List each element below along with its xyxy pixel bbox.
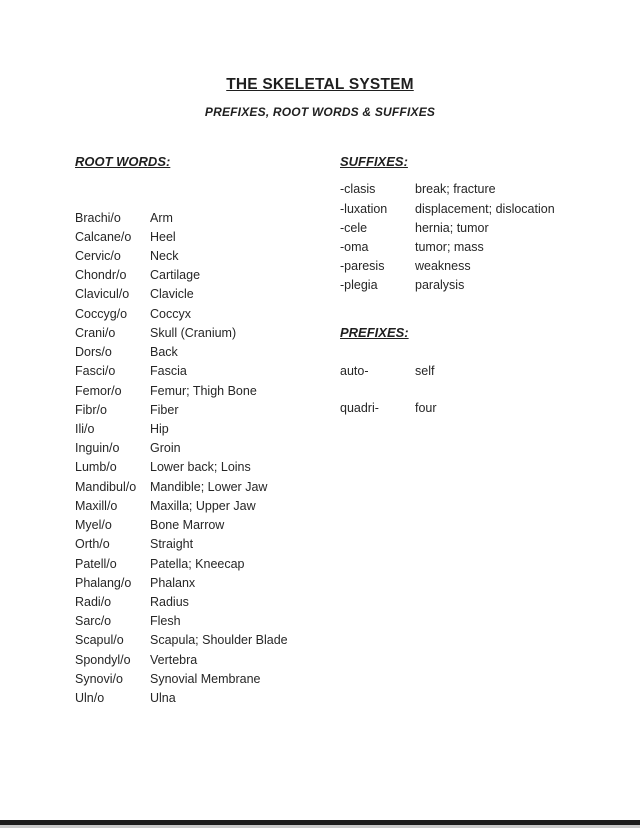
meaning-cell: Flesh: [150, 614, 181, 629]
page-title: THE SKELETAL SYSTEM: [226, 76, 414, 93]
prefixes-heading: PREFIXES:: [340, 325, 409, 340]
root-word-row: [75, 420, 288, 439]
root-word-row: [75, 574, 288, 593]
meaning-cell: Fascia: [150, 364, 187, 379]
root-word-row: [75, 324, 288, 343]
suffix-row: [340, 238, 555, 257]
term-cell: Sarc/o: [75, 614, 112, 629]
root-word-row: [75, 439, 288, 458]
term-cell: Cervic/o: [75, 249, 121, 264]
prefix-row: [340, 362, 437, 381]
meaning-cell: Skull (Cranium): [150, 325, 237, 340]
term-cell: Myel/o: [75, 518, 112, 533]
root-word-row: [75, 266, 288, 285]
meaning-cell: Maxilla; Upper Jaw: [150, 498, 256, 513]
meaning-cell: break; fracture: [415, 182, 496, 197]
term-cell: -clasis: [340, 182, 376, 197]
term-cell: Brachi/o: [75, 210, 121, 225]
root-word-row: [75, 228, 288, 247]
suffix-row: [340, 200, 555, 219]
root-word-row: [75, 305, 288, 324]
term-cell: -plegia: [340, 278, 378, 293]
root-word-row: [75, 401, 288, 420]
meaning-cell: Cartilage: [150, 268, 201, 283]
term-cell: Coccyg/o: [75, 306, 128, 321]
meaning-cell: tumor; mass: [415, 240, 484, 255]
term-cell: Crani/o: [75, 325, 116, 340]
term-cell: auto-: [340, 364, 369, 379]
meaning-cell: self: [415, 364, 435, 379]
root-word-row: [75, 209, 288, 228]
meaning-cell: paralysis: [415, 278, 465, 293]
term-cell: Chondr/o: [75, 268, 127, 283]
meaning-cell: Femur; Thigh Bone: [150, 383, 257, 398]
suffix-row: [340, 219, 555, 238]
term-cell: Ili/o: [75, 422, 95, 436]
meaning-cell: Back: [150, 345, 178, 360]
meaning-cell: Lower back; Loins: [150, 460, 251, 475]
term-cell: Fasci/o: [75, 364, 116, 379]
term-cell: Orth/o: [75, 537, 110, 552]
term-cell: -luxation: [340, 201, 388, 216]
meaning-cell: Mandible; Lower Jaw: [150, 479, 268, 494]
suffixes-list: [340, 180, 555, 295]
suffix-row: [340, 257, 555, 276]
meaning-cell: Vertebra: [150, 652, 198, 667]
term-cell: Inguin/o: [75, 441, 120, 456]
root-word-row: [75, 382, 288, 401]
term-cell: Femor/o: [75, 383, 122, 398]
term-cell: Maxill/o: [75, 498, 118, 513]
suffixes-heading: SUFFIXES:: [340, 154, 408, 169]
meaning-cell: hernia; tumor: [415, 220, 489, 235]
root-word-row: [75, 593, 288, 612]
term-cell: Synovi/o: [75, 671, 123, 686]
prefixes-list: [340, 362, 437, 418]
suffix-row: [340, 276, 555, 295]
meaning-cell: four: [415, 401, 437, 416]
term-cell: -cele: [340, 220, 368, 235]
meaning-cell: Fiber: [150, 402, 179, 417]
term-cell: Fibr/o: [75, 402, 107, 417]
root-word-row: [75, 670, 288, 689]
root-word-row: [75, 458, 288, 477]
meaning-cell: Scapula; Shoulder Blade: [150, 633, 288, 648]
term-cell: Mandibul/o: [75, 479, 137, 494]
root-word-row: [75, 497, 288, 516]
root-word-row: [75, 362, 288, 381]
prefix-row: [340, 399, 437, 418]
suffix-row: [340, 180, 555, 199]
term-cell: -oma: [340, 240, 369, 255]
root-words-heading: ROOT WORDS:: [75, 154, 171, 169]
root-word-row: [75, 478, 288, 497]
term-cell: Uln/o: [75, 691, 105, 706]
meaning-cell: Heel: [150, 229, 176, 244]
term-cell: Dors/o: [75, 345, 112, 360]
meaning-cell: Phalanx: [150, 575, 196, 590]
meaning-cell: Ulna: [150, 691, 176, 706]
term-cell: Spondyl/o: [75, 652, 131, 667]
root-word-row: [75, 689, 288, 708]
meaning-cell: Bone Marrow: [150, 518, 225, 533]
meaning-cell: weakness: [415, 259, 471, 274]
meaning-cell: Radius: [150, 594, 189, 609]
meaning-cell: displacement; dislocation: [415, 201, 555, 216]
root-word-row: [75, 631, 288, 650]
root-words-list: [75, 209, 288, 709]
meaning-cell: Clavicle: [150, 287, 194, 302]
meaning-cell: Arm: [150, 210, 173, 225]
root-word-row: [75, 285, 288, 304]
term-cell: Clavicul/o: [75, 287, 130, 302]
term-cell: -paresis: [340, 259, 385, 274]
root-word-row: [75, 535, 288, 554]
meaning-cell: Coccyx: [150, 306, 191, 321]
root-word-row: [75, 516, 288, 535]
meaning-cell: Synovial Membrane: [150, 671, 261, 686]
root-word-row: [75, 651, 288, 670]
root-word-row: [75, 343, 288, 362]
term-cell: Calcane/o: [75, 229, 132, 244]
term-cell: Radi/o: [75, 594, 112, 609]
root-word-row: [75, 612, 288, 631]
meaning-cell: Straight: [150, 537, 194, 552]
term-cell: Phalang/o: [75, 575, 132, 590]
term-cell: Scapul/o: [75, 633, 124, 648]
meaning-cell: Patella; Kneecap: [150, 556, 245, 571]
root-word-row: [75, 555, 288, 574]
root-word-row: [75, 247, 288, 266]
meaning-cell: Groin: [150, 441, 181, 456]
term-cell: Lumb/o: [75, 460, 117, 475]
term-cell: Patell/o: [75, 556, 117, 571]
meaning-cell: Neck: [150, 249, 179, 264]
term-cell: quadri-: [340, 401, 379, 416]
page-subtitle: PREFIXES, ROOT WORDS & SUFFIXES: [204, 105, 436, 119]
meaning-cell: Hip: [150, 422, 169, 436]
